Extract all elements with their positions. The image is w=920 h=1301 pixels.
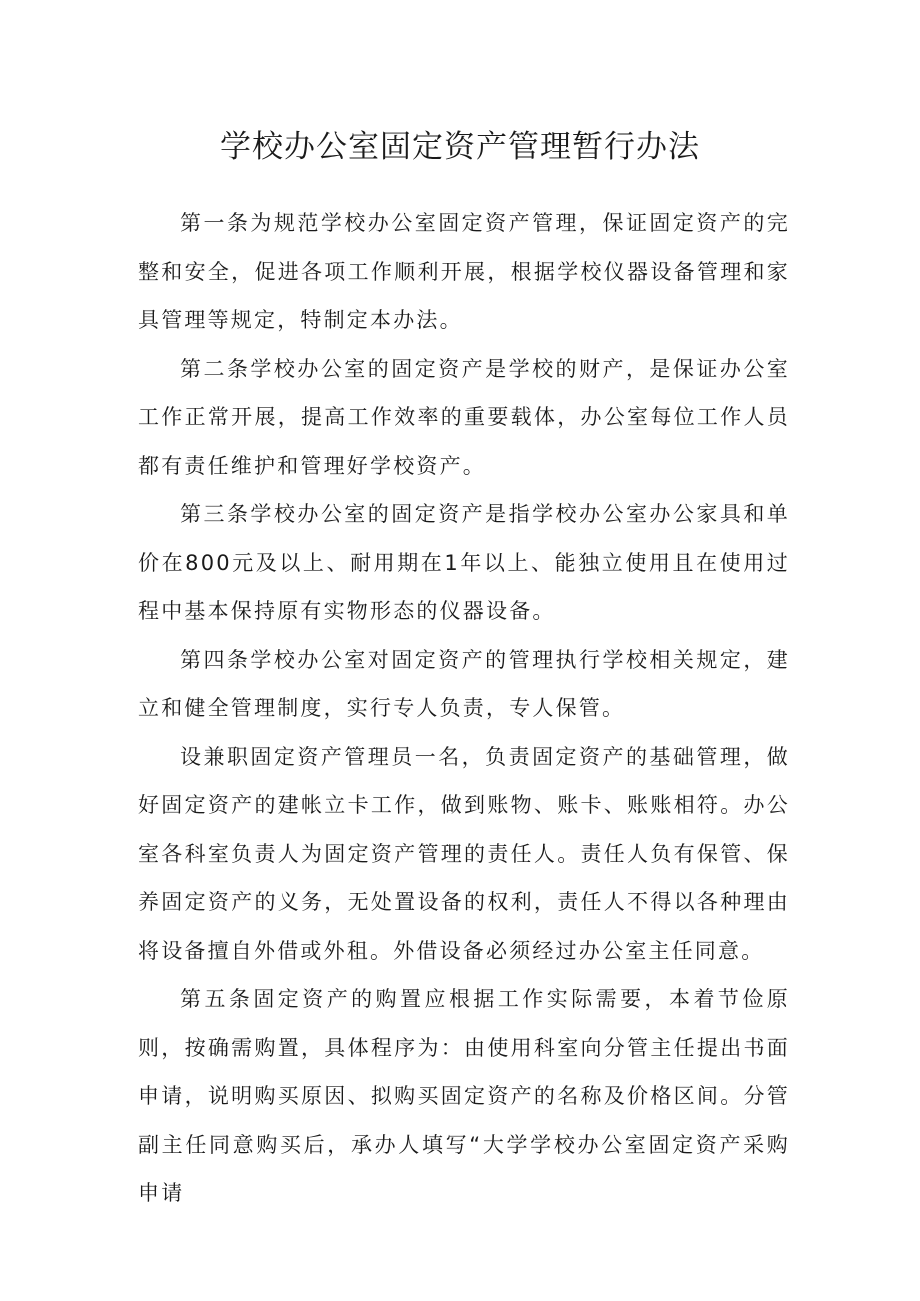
paragraph-article-1: 第一条为规范学校办公室固定资产管理，保证固定资产的完整和安全，促进各项工作顺利开展，根据学校仪器设备管理和家具管理等规定，特制定本办法。 (138, 211, 790, 332)
paragraph-article-3: 第三条学校办公室的固定资产是指学校办公室办公家具和单价在800元及以上、耐用期在1年以上、能独立使用且在使用过程中基本保持原有实物形态的仪器设备。 (138, 502, 790, 623)
document-body (138, 199, 790, 1218)
document-title: 学校办公室固定资产管理暂行办法 (220, 129, 700, 165)
paragraph-article-4: 第四条学校办公室对固定资产的管理执行学校相关规定，建立和健全管理制度，实行专人负责，专人保管。 (138, 647, 790, 720)
paragraph-article-5: 第五条固定资产的购置应根据工作实际需要，本着节俭原则，按确需购置，具体程序为：由使用科室向分管主任提出书面申请，说明购买原因、拟购买固定资产的名称及价格区间。分管副主任同意购买后，承办人填写“大学学校办公室固定资产采购申请 (138, 987, 790, 1205)
paragraph-asset-manager: 设兼职固定资产管理员一名，负责固定资产的基础管理，做好固定资产的建帐立卡工作，做到账物、账卡、账账相符。办公室各科室负责人为固定资产管理的责任人。责任人负有保管、保养固定资产的义务，无处置设备的权利，责任人不得以各种理由将设备擅自外借或外租。外借设备必须经过办公室主任同意。 (138, 744, 790, 963)
paragraph-article-2: 第二条学校办公室的固定资产是学校的财产，是保证办公室工作正常开展，提高工作效率的重要载体，办公室每位工作人员都有责任维护和管理好学校资产。 (138, 356, 790, 478)
